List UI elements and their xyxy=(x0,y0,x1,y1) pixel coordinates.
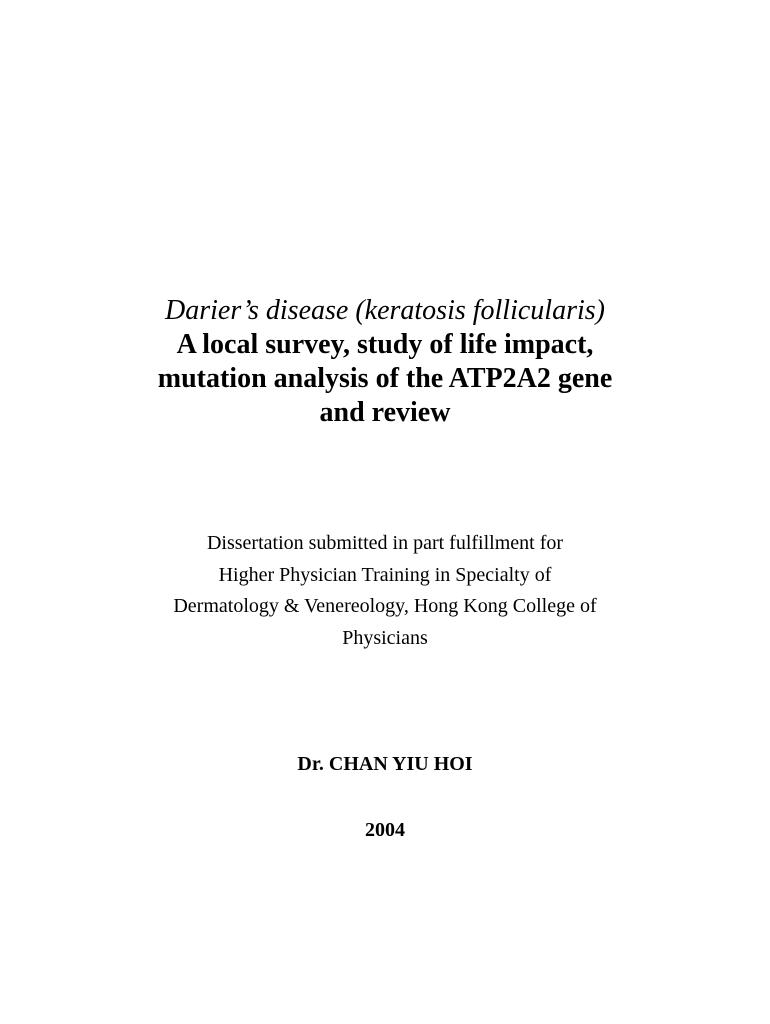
title-line-2: mutation analysis of the ATP2A2 gene xyxy=(157,363,613,394)
dissertation-statement xyxy=(0,528,770,654)
title-italic-line: Darier’s disease (keratosis follicularis) xyxy=(165,295,605,326)
dissertation-line-2: Higher Physician Training in Specialty of xyxy=(218,563,552,586)
document-title xyxy=(0,294,770,430)
author-name: Dr. CHAN YIU HOI xyxy=(297,753,473,775)
title-line-1: A local survey, study of life impact, xyxy=(176,329,594,360)
dissertation-line-3: Dermatology & Venereology, Hong Kong College of xyxy=(173,595,597,617)
title-line-3: and review xyxy=(319,397,451,428)
dissertation-line-1: Dissertation submitted in part fulfillment for xyxy=(206,532,564,554)
dissertation-line-4: Physicians xyxy=(342,626,428,649)
publication-year: 2004 xyxy=(365,819,405,841)
